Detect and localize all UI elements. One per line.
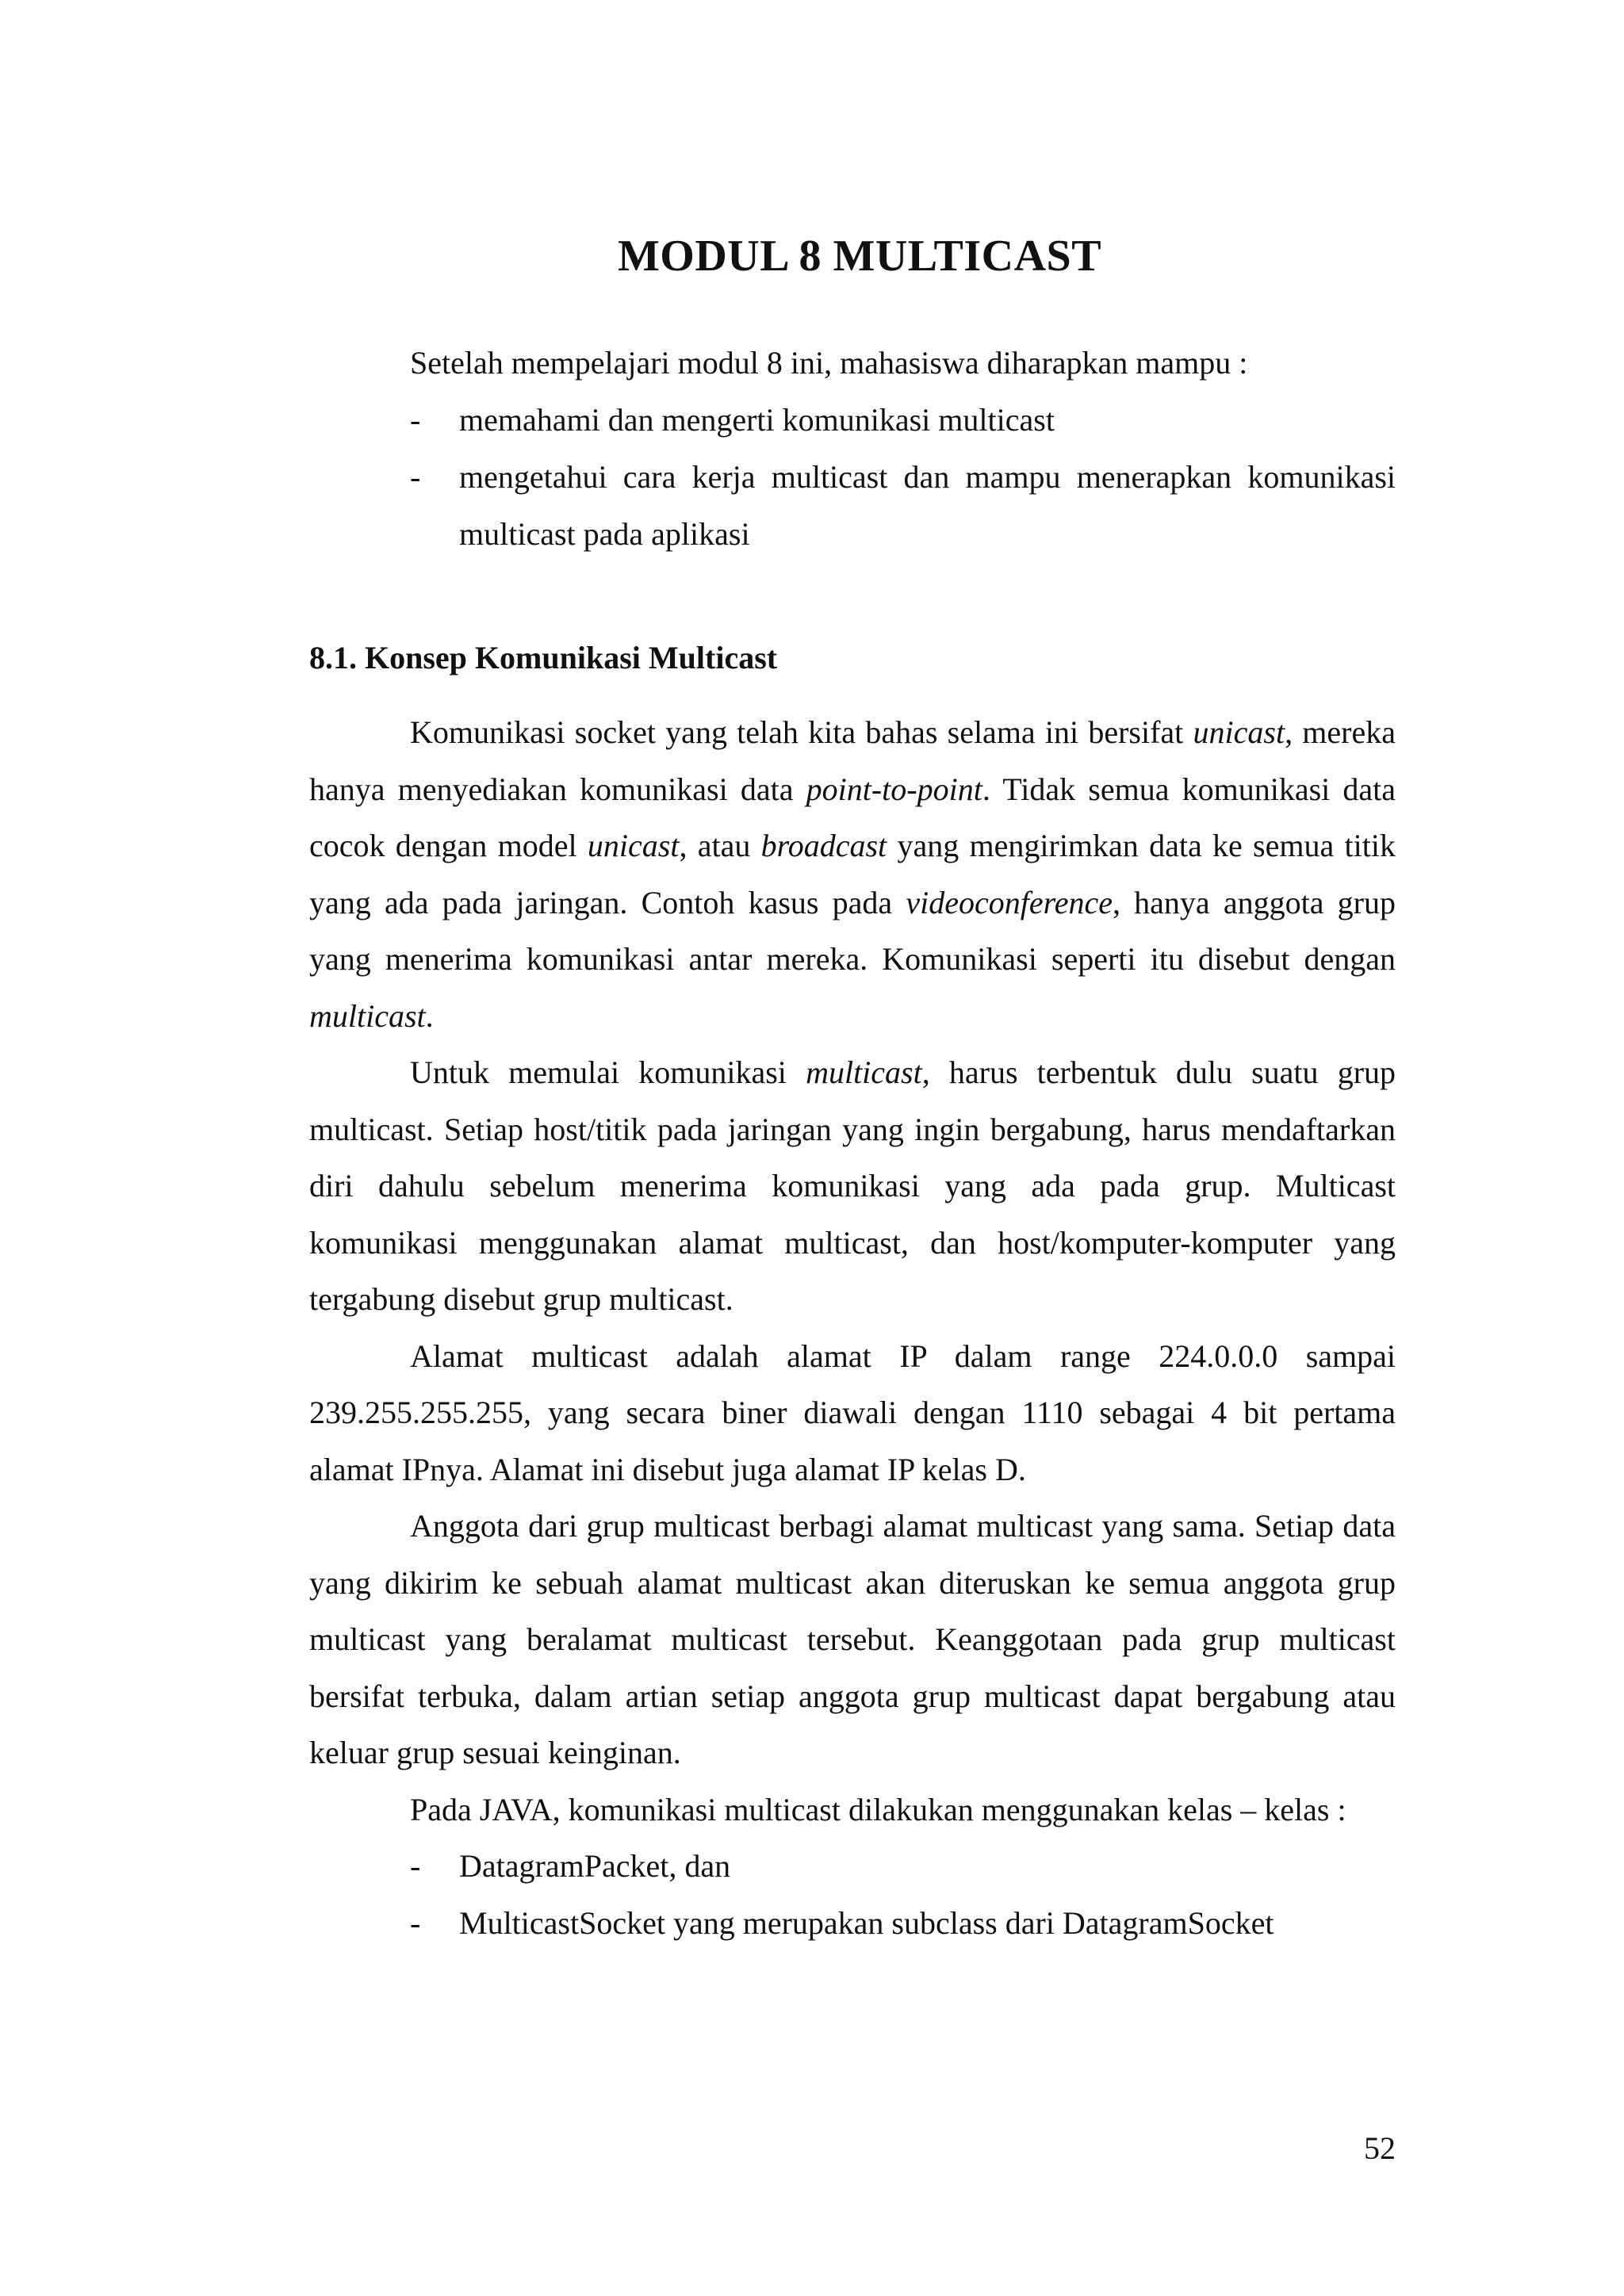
page-number: 52	[1364, 2130, 1396, 2166]
class-text: DatagramPacket, dan	[459, 1848, 731, 1884]
text-run: .	[425, 997, 434, 1034]
learning-objectives	[410, 335, 1396, 563]
emphasis-term: multicast	[806, 1054, 922, 1090]
paragraph-group-members: Anggota dari grup multicast berbagi alamat multicast yang sama. Setiap data yang dikirim ke sebuah alamat multicast akan diteruskan ke semua anggota grup multicast yang beralamat multicast tersebut. Keanggotaan pada grup multicast bersifat terbuka, dalam artian setiap anggota grup multicast dapat bergabung atau keluar grup sesuai keinginan.	[309, 1508, 1396, 1770]
text-run: , hanya anggota grup yang menerima komunikasi antar mereka. Komunikasi seperti itu disebut dengan	[309, 884, 1396, 977]
section-body	[309, 704, 1396, 1951]
list-item	[410, 1895, 1396, 1952]
module-title: MODUL 8 MULTICAST	[617, 232, 1102, 281]
list-item	[410, 392, 1396, 449]
class-text: MulticastSocket yang merupakan subclass dari DatagramSocket	[459, 1904, 1274, 1941]
text-run: , atau	[679, 828, 761, 863]
objective-text: mengetahui cara kerja multicast dan mampu menerapkan komunikasi multicast pada aplikasi	[459, 459, 1396, 552]
emphasis-term: broadcast	[760, 828, 887, 863]
text-run: Komunikasi socket yang telah kita bahas selama ini bersifat	[410, 714, 1193, 750]
paragraph-multicast-address: Alamat multicast adalah alamat IP dalam range 224.0.0.0 sampai 239.255.255.255, yang secara biner diawali dengan 1110 sebagai 4 bit pertama alamat IPnya. Alamat ini disebut juga alamat IP kelas D.	[309, 1337, 1396, 1487]
bullet-dash: -	[410, 402, 421, 438]
objectives-list	[410, 392, 1396, 563]
section-heading: 8.1. Konsep Komunikasi Multicast	[309, 640, 778, 675]
list-item	[410, 449, 1396, 563]
objectives-lead: Setelah mempelajari modul 8 ini, mahasiswa diharapkan mampu :	[410, 345, 1248, 381]
list-item	[410, 1838, 1396, 1895]
text-run: Untuk memulai komunikasi	[410, 1054, 806, 1090]
emphasis-term: point-to-point	[806, 771, 982, 807]
java-classes-list	[410, 1838, 1396, 1951]
bullet-dash: -	[410, 1904, 421, 1941]
emphasis-term: multicast	[309, 997, 426, 1034]
emphasis-term: videoconference	[906, 884, 1113, 920]
paragraph-multicast-group	[309, 1044, 1396, 1328]
emphasis-term: unicast	[587, 828, 680, 863]
bullet-dash: -	[410, 459, 421, 495]
text-run: , mereka hanya menyediakan komunikasi data	[309, 714, 1396, 807]
text-run: yang mengirimkan data ke semua titik yang ada pada jaringan. Contoh kasus pada	[309, 828, 1396, 920]
objective-text: memahami dan mengerti komunikasi multicast	[459, 402, 1055, 438]
paragraph-java: Pada JAVA, komunikasi multicast dilakukan menggunakan kelas – kelas :	[410, 1791, 1346, 1827]
bullet-dash: -	[410, 1848, 421, 1884]
emphasis-term: unicast	[1193, 714, 1285, 750]
text-run: , harus terbentuk dulu suatu grup multicast. Setiap host/titik pada jaringan yang ingin bergabung, harus mendaftarkan diri dahulu sebelum menerima komunikasi yang ada pada grup. Multicast komunikasi menggunakan alamat multicast, dan host/komputer-komputer yang tergabung disebut grup multicast.	[309, 1054, 1396, 1317]
text-run: . Tidak semua komunikasi data cocok dengan model	[309, 771, 1396, 863]
paragraph-unicast	[309, 704, 1396, 1044]
